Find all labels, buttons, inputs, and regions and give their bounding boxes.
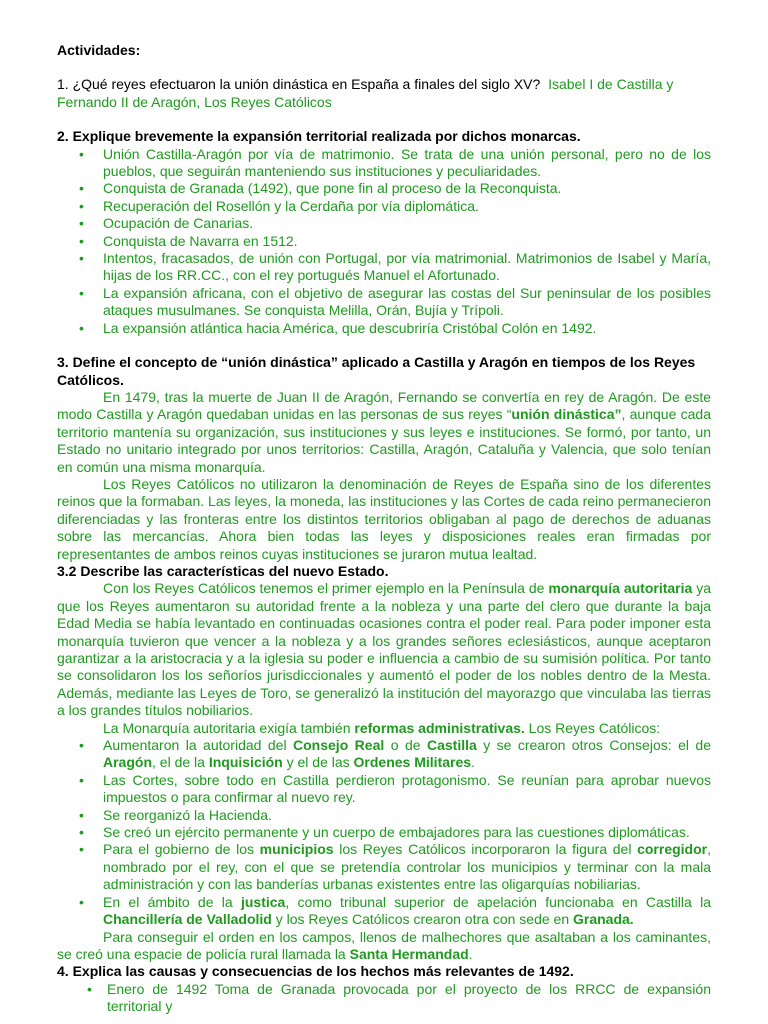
list-item: • Recuperación del Rosellón y la Cerdaña por vía diplomática. xyxy=(79,197,479,214)
answer-1-text: Isabel I de Castilla y Fernando II de Aragón, Los Reyes Católicos xyxy=(57,76,674,110)
question-1-text: 1. ¿Qué reyes efectuaron la unión dinástica en España a finales del siglo XV? xyxy=(57,76,541,93)
list-item: • Unión Castilla-Aragón por vía de matrimonio. Se trata de una unión personal, pero no de los pueblos, que seguirán manteniendo sus instituciones y peculiaridades. xyxy=(79,145,711,180)
union-paragraph-1: En 1479, tras la muerte de Juan II de Aragón, Fernando se convertía en rey de Aragón. De este modo Castilla y Aragón quedaban unidas en las personas de sus reyes “unión dinástica”, aunque cada territorio mantenía su organización, sus instituciones y sus leyes e instituciones. Se formó, por tanto, un Estado no unitario integrado por unos territorios: Castilla, Aragón, Cataluña y Valencia, que solo tenían en común una misma monarquía. xyxy=(57,388,711,475)
list-item: • Intentos, fracasados, de unión con Portugal, por vía matrimonial. Matrimonios de Isabel y María, hijas de los RR.CC., con el rey portugués Manuel el Afortunado. xyxy=(79,250,711,284)
list-item: • Aumentaron la autoridad del Consejo Real o de Castilla y se crearon otros Consejos: el de Aragón, el de la Inquisición y el de las Ordenes Militares. xyxy=(79,737,711,771)
expansion-list xyxy=(57,146,711,337)
list-item: • La expansión atlántica hacia América, que descubriría Cristóbal Colón en 1492. xyxy=(79,319,597,336)
list-item: • En el ámbito de la justica, como tribunal superior de apelación funcionaba en Castilla la Chancillería de Valladolid y los Reyes Católicos crearon otra con sede en Granada. xyxy=(79,893,711,928)
list-item: • Enero de 1492 Toma de Granada provocada por el proyecto de los RRCC de expansión territorial y xyxy=(87,980,711,1015)
list-item: • Ocupación de Canarias. xyxy=(79,215,254,232)
list-item: • Las Cortes, sobre todo en Castilla perdieron protagonismo. Se reunían para aprobar nuevos impuestos o para confirmar al nuevo rey. xyxy=(79,771,711,806)
activities-title: Actividades: xyxy=(57,42,141,58)
events-1492-list xyxy=(57,981,711,1016)
list-item: • Para el gobierno de los municipios los Reyes Católicos incorporaron la figura del corregidor, nombrado por el rey, con el que se pretendía controlar los municipios y terminar con la mala administración y con las banderías urbanas existentes entre las oligarquías nobiliarias. xyxy=(79,841,711,893)
state-paragraph-2: La Monarquía autoritaria exigía también reformas administrativas. Los Reyes Católicos: xyxy=(103,719,661,736)
question-3-heading: 3. Define el concepto de “unión dinástica” aplicado a Castilla y Aragón en tiempos de los Reyes Católicos. xyxy=(57,354,696,388)
state-paragraph-1: Con los Reyes Católicos tenemos el primer ejemplo en la Península de monarquía autoritaria ya que los Reyes aumentaron su autoridad frente a la nobleza y una parte del clero que durante la baja Edad Media se había levantado en continuadas ocasiones contra el poder real. Para poder imponer esta monarquía tuvieron que vencer a la nobleza y a los grandes señores eclesiásticos, aunque aceptaron garantizar a la aristocracia y a la iglesia su poder e influencia a cambio de su sumisión política. Por tanto se consolidaron los los señoríos jurisdiccionales y aumentó el poder de los nobles dentro de la Mesta. Además, mediante las Leyes de Toro, se generalizó la institución del mayorazgo que vinculaba las tierras a los grandes títulos nobiliarios. xyxy=(57,580,711,719)
question-4-heading: 4. Explica las causas y consecuencias de los hechos más relevantes de 1492. xyxy=(57,963,574,980)
list-item: • La expansión africana, con el objetivo de asegurar las costas del Sur peninsular de los posibles ataques musulmanes. Se conquista Melilla, Orán, Bujía y Trípoli. xyxy=(79,284,711,319)
question-2-heading: 2. Explique brevemente la expansión territorial realizada por dichos monarcas. xyxy=(57,128,581,145)
list-item: • Se reorganizó la Hacienda. xyxy=(79,806,272,823)
list-item: • Se creó un ejército permanente y un cuerpo de embajadores para las cuestiones diplomáticas. xyxy=(79,824,690,841)
reforms-list xyxy=(57,737,711,928)
union-paragraph-2: Los Reyes Católicos no utilizaron la denominación de Reyes de España sino de los diferentes reinos que la formaban. Las leyes, la moneda, las instituciones y las Cortes de cada reino permanecieron diferenciadas y las fronteras entre los distintos territorios obligaban al pago de derechos de aduanas sobre las mercancías. Ahora bien todas las leyes y disposiciones reales eran firmadas por representantes de ambos reinos cuyas instituciones se juraron mutua lealtad. xyxy=(57,475,711,562)
question-3-2-heading: 3.2 Describe las características del nuevo Estado. xyxy=(57,562,389,579)
question-1 xyxy=(57,76,711,111)
state-paragraph-3: Para conseguir el orden en los campos, llenos de malhechores que asaltaban a los caminantes, se creó una espacie de policía rural llamada la Santa Hermandad. xyxy=(57,928,711,962)
list-item: • Conquista de Granada (1492), que pone fin al proceso de la Reconquista. xyxy=(79,180,562,197)
list-item: • Conquista de Navarra en 1512. xyxy=(79,232,298,249)
